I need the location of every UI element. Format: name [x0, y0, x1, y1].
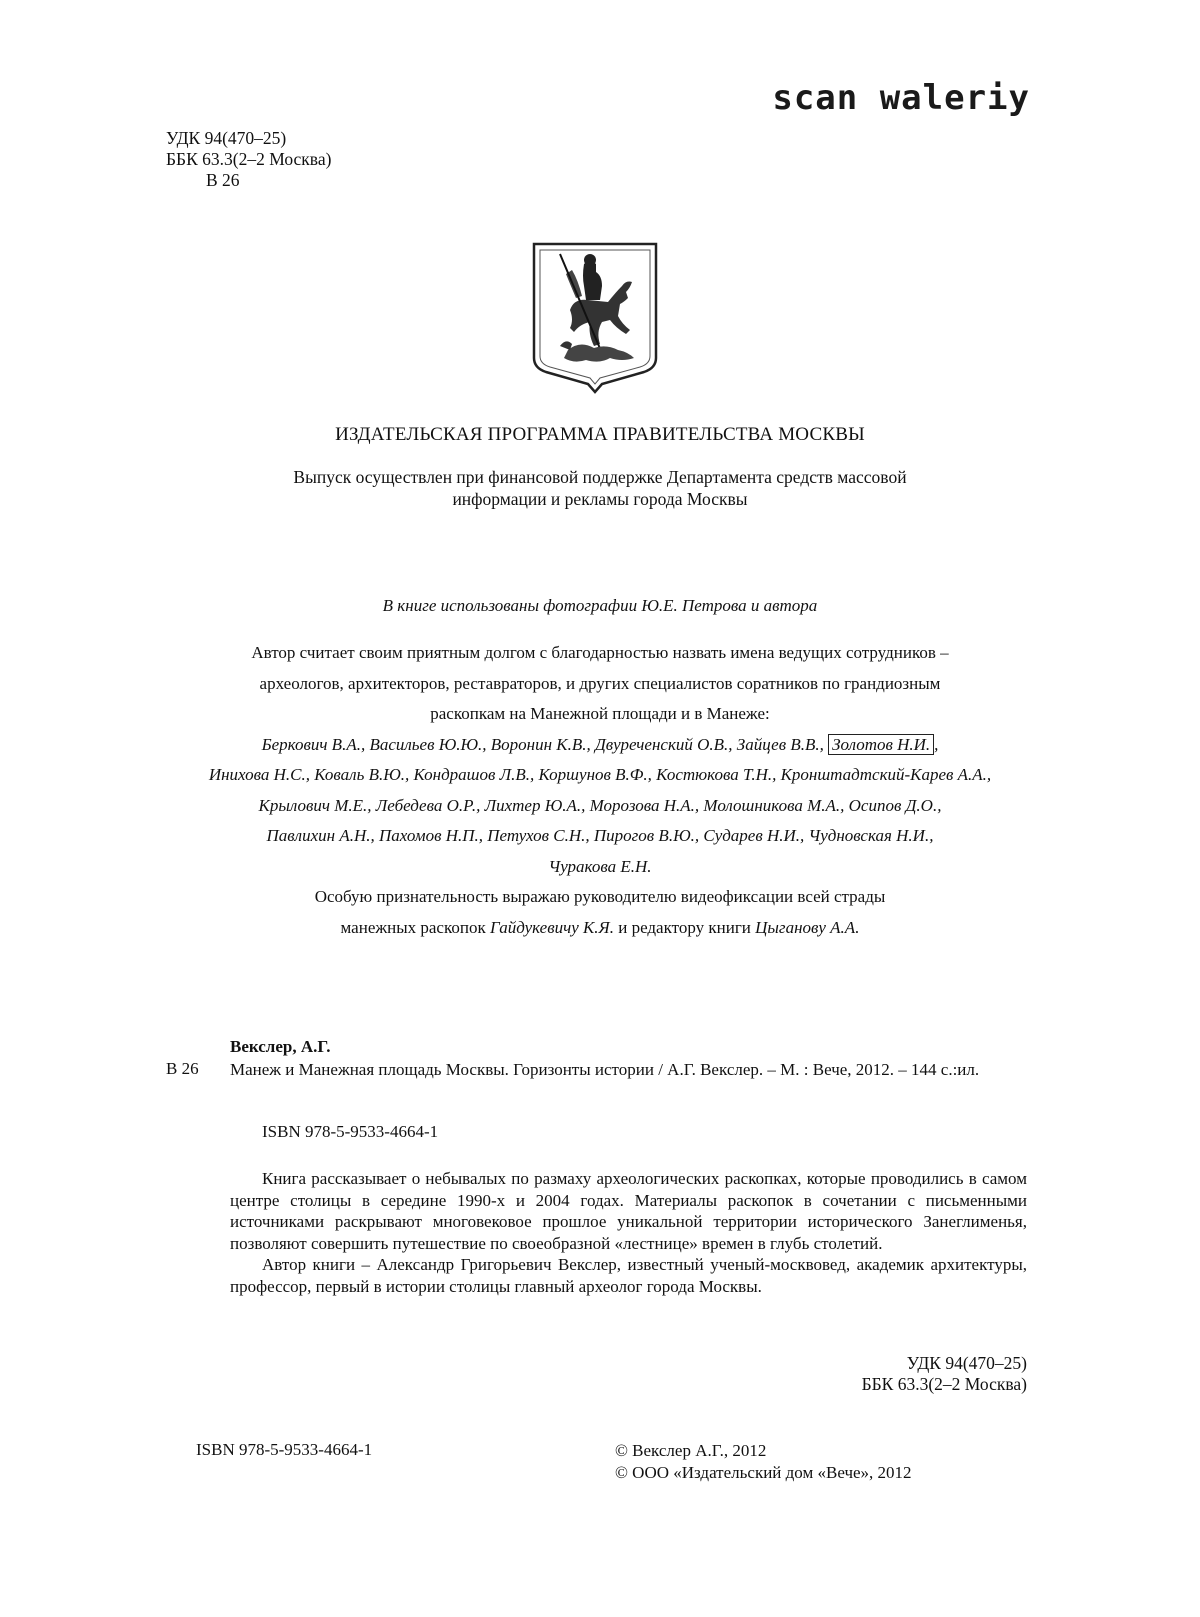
names-line-1-end: , — [934, 734, 939, 754]
acknowledgement-block — [170, 638, 1030, 943]
catalog-isbn: ISBN 978-5-9533-4664-1 — [262, 1122, 439, 1141]
catalog-index: В 26 — [166, 1059, 199, 1078]
annotation-paragraph-2: Автор книги – Александр Григорьевич Векслер, известный ученый-москвовед, академик архитектуры, профессор, первый в истории столицы главный археолог города Москвы. — [230, 1255, 1027, 1296]
support-line-2: информации и рекламы города Москвы — [452, 489, 748, 509]
footer-classification-codes — [862, 1353, 1027, 1395]
footer-isbn: ISBN 978-5-9533-4664-1 — [196, 1440, 373, 1459]
ack-intro-line-2: археологов, архитекторов, реставраторов, и других специалистов соратников по грандиозным — [259, 673, 941, 693]
copyright-block — [615, 1440, 912, 1484]
editor-name: Цыганову А.А. — [755, 917, 860, 937]
names-line-1-text: Беркович В.А., Васильев Ю.Ю., Воронин К.В., Двуреченский О.В., Зайцев В.В., — [261, 734, 824, 754]
ack-intro-line-1: Автор считает своим приятным долгом с благодарностью назвать имена ведущих сотрудников – — [251, 643, 949, 662]
special-thanks-line-1: Особую признательность выражаю руководителю видеофиксации всей страды — [314, 887, 886, 906]
book-annotation — [230, 1168, 1027, 1297]
names-line-5: Чуракова Е.Н. — [548, 856, 652, 876]
photos-credit: В книге использованы фотографии Ю.Е. Петрова и автора — [382, 596, 818, 615]
scan-watermark: scan waleriy — [772, 78, 1030, 118]
author-cipher: В 26 — [206, 170, 240, 190]
financial-support-note — [0, 466, 1200, 510]
annotation-paragraph-1: Книга рассказывает о небывалых по размаху археологических раскопках, которые проводились в самом центре столицы в середине 1990-х и 2004 годах. Материалы раскопок в сочетании с письменными источниками раскрывают многовековое прошлое уникальной территории исторического Занеглименья, позволяют совершить путешествие по своеобразной «лестнице» времен в глубь столетий. — [230, 1169, 1027, 1253]
ack-intro-line-3: раскопкам на Манежной площади и в Манеже: — [430, 704, 770, 723]
names-line-3: Крылович М.Е., Лебедева О.Р., Лихтер Ю.А., Морозова Н.А., Молошникова М.А., Осипов Д.О., — [258, 795, 942, 815]
udk-code: УДК 94(470–25) — [166, 128, 287, 148]
special-thanks-line-2 — [170, 913, 1030, 944]
catalog-description: Манеж и Манежная площадь Москвы. Горизонты истории / А.Г. Векслер. – М. : Вече, 2012. – 144 с.:ил. — [230, 1060, 980, 1079]
copyright-publisher: © ООО «Издательский дом «Вече», 2012 — [615, 1463, 912, 1482]
header-classification-codes — [166, 128, 331, 191]
catalog-author: Векслер, А.Г. — [230, 1037, 331, 1056]
support-line-1: Выпуск осуществлен при финансовой поддержке Департамента средств массовой — [293, 467, 907, 487]
names-line-1 — [170, 730, 1030, 761]
special-thanks-text: манежных раскопок — [340, 917, 486, 937]
footer-bbk-code: ББК 63.3(2–2 Москва) — [861, 1374, 1027, 1394]
boxed-name: Золотов Н.И. — [828, 734, 934, 755]
bbk-code: ББК 63.3(2–2 Москва) — [166, 149, 332, 169]
special-thanks-mid: и редактору книги — [618, 917, 751, 937]
footer-udk-code: УДК 94(470–25) — [906, 1353, 1027, 1373]
program-title: ИЗДАТЕЛЬСКАЯ ПРОГРАММА ПРАВИТЕЛЬСТВА МОСКВЫ — [335, 424, 865, 445]
moscow-coat-of-arms-icon — [530, 240, 660, 395]
names-line-4: Павлихин А.Н., Пахомов Н.П., Петухов С.Н., Пирогов В.Ю., Сударев Н.И., Чудновская Н.И., — [266, 826, 934, 845]
names-line-2: Инихова Н.С., Коваль В.Ю., Кондрашов Л.В., Коршунов В.Ф., Костюкова Т.Н., Кронштадтский-Карев А.А., — [208, 765, 992, 784]
copyright-author: © Векслер А.Г., 2012 — [615, 1441, 767, 1460]
video-lead-name: Гайдукевичу К.Я. — [489, 917, 614, 937]
